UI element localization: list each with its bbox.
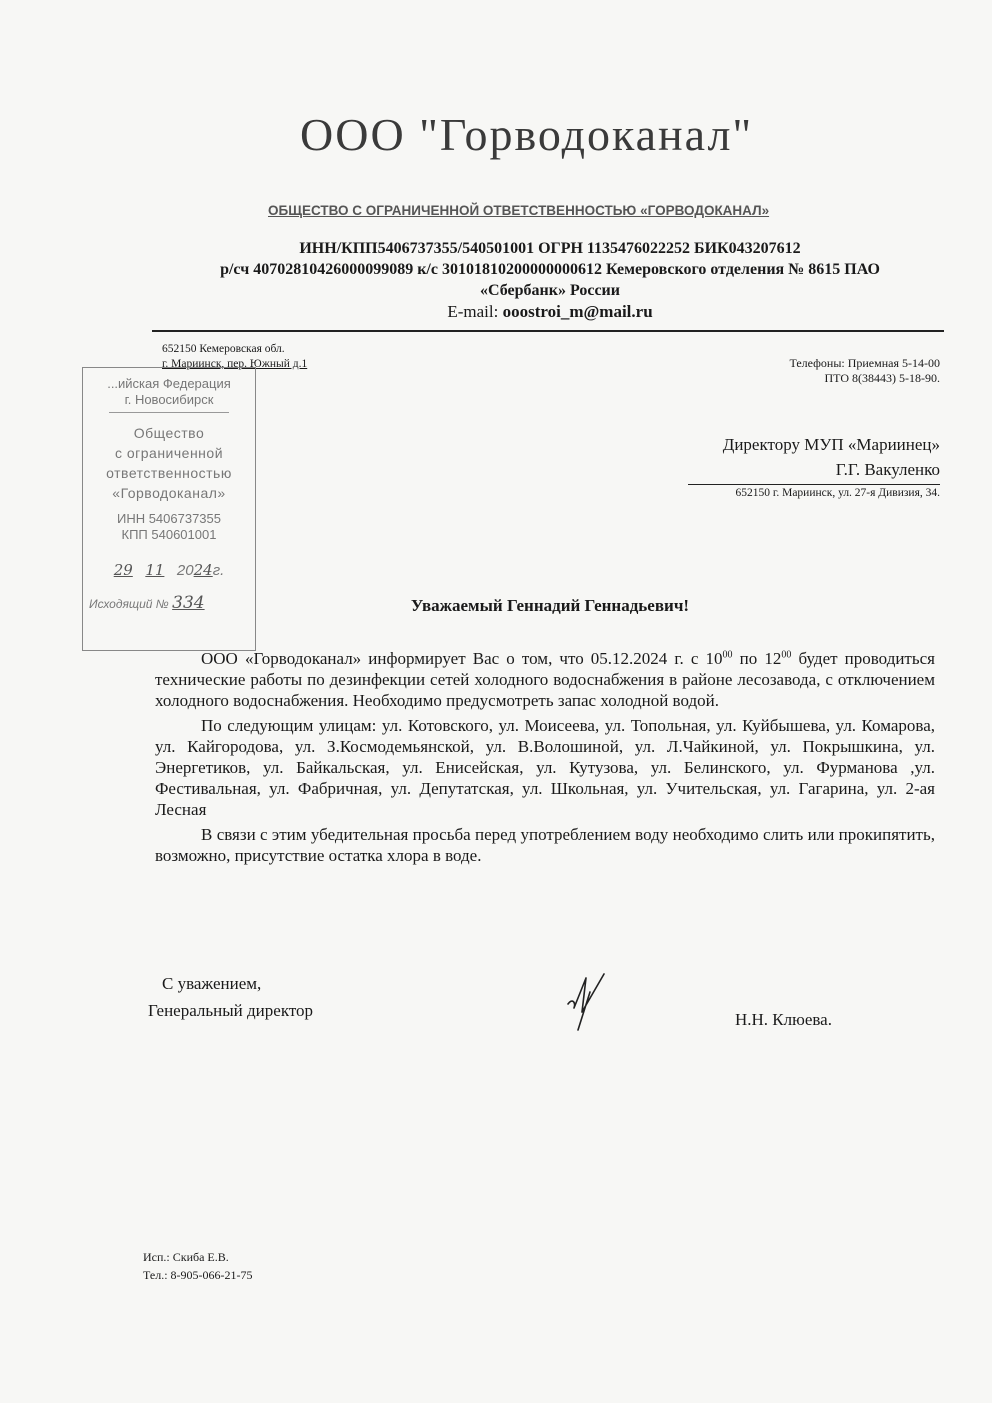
- stamp-date-day: 29: [113, 561, 133, 579]
- legal-name: ОБЩЕСТВО С ОГРАНИЧЕННОЙ ОТВЕТСТВЕННОСТЬЮ «ГОРВОДОКАНАЛ»: [268, 203, 770, 218]
- phones-line-2: ПТО 8(38443) 5-18-90.: [824, 371, 940, 385]
- account-line: р/сч 40702810426000099089 к/с 30101810200000000612 Кемеровского отделения № 8615 ПАО: [220, 261, 880, 278]
- paragraph-1: [155, 648, 935, 711]
- stamp-line-6: «Горводоканал»: [112, 485, 226, 501]
- phones-line-1: Телефоны: Приемная 5-14-00: [789, 356, 940, 370]
- stamp-line-7: ИНН 5406737355: [116, 511, 222, 526]
- stamp-line-4: с ограниченной: [114, 445, 224, 461]
- p1-sup-1: 00: [722, 649, 733, 661]
- stamp-date-year-prefix: 20: [176, 562, 194, 579]
- email-line: [150, 301, 950, 322]
- p1-sup-2: 00: [781, 649, 792, 661]
- footer: [143, 1248, 343, 1284]
- header-divider: [152, 330, 944, 332]
- stamp-date-month: 11: [145, 561, 165, 579]
- signature-mark: [560, 972, 610, 1032]
- recipient: [640, 432, 940, 482]
- stamp-line-2: г. Новосибирск: [124, 392, 214, 407]
- recipient-address: 652150 г. Мариинск, ул. 27-я Дивизия, 34.: [688, 484, 940, 499]
- stamp-date-g: г.: [212, 562, 225, 579]
- stamp-date-year-suffix: 24: [193, 561, 213, 579]
- email-label: E-mail:: [447, 302, 499, 321]
- stamp-line-5: ответственностью: [106, 465, 232, 481]
- p1-part-b: по 12: [732, 649, 782, 668]
- paragraph-3: В связи с этим убедительная просьба перед употреблением воду необходимо слить или прокипятить, возможно, присутствие остатка хлора в воде.: [155, 825, 935, 865]
- signer-name: Н.Н. Клюева.: [735, 1010, 832, 1029]
- salutation: Уважаемый Геннадий Геннадьевич!: [410, 596, 690, 615]
- letter-body: [155, 648, 935, 870]
- address-line-1: 652150 Кемеровская обл.: [162, 343, 285, 355]
- address-line-2: г. Мариинск, пер. Южный д.1: [162, 358, 308, 370]
- stamp-line-3: Общество: [133, 425, 205, 441]
- footer-phone: Тел.: 8-905-066-21-75: [143, 1268, 253, 1282]
- closing-regards: С уважением,: [162, 974, 262, 993]
- closing: [148, 970, 398, 1024]
- stamp-date: [83, 561, 255, 579]
- bank-line: «Сбербанк» России: [480, 282, 620, 299]
- stamp-divider: [109, 412, 229, 413]
- phones: [700, 356, 940, 386]
- stamp-line-8: КПП 540601001: [121, 527, 217, 542]
- email-value: ooostroi_m@mail.ru: [502, 302, 653, 321]
- stamp-outgoing-label: Исходящий №: [89, 597, 169, 611]
- company-title: ООО "Горводоканал": [300, 109, 754, 160]
- stamp-outgoing-number: 334: [172, 593, 205, 613]
- recipient-position: Директору МУП «Мариинец»: [722, 435, 940, 454]
- paragraph-2: По следующим улицам: ул. Котовского, ул. Моисеева, ул. Топольная, ул. Куйбышева, ул. Комарова, ул. Кайгородова, ул. З.Космодемьянской, ул. В.Волошиной, ул. Л.Чайкиной, ул. Покрышкина, ул. Энергетиков, ул. Байкальская, ул. Енисейская, ул. Кутузова, ул. Белинского, ул. Фурманова ,ул. Фестивальная, ул. Фабричная, ул. Депутатская, ул. Школьная, ул. Учительская, ул. Гагарина, ул. 2-ая Лесная: [155, 716, 935, 819]
- recipient-name: Г.Г. Вакуленко: [835, 460, 940, 479]
- footer-executor: Исп.: Скиба Е.В.: [143, 1250, 229, 1264]
- stamp-line-1: ...ийская Федерация: [107, 376, 231, 391]
- company-requisites: [150, 238, 950, 322]
- inn-line: ИНН/КПП5406737355/540501001 ОГРН 1135476022252 БИК043207612: [299, 240, 801, 257]
- closing-position: Генеральный директор: [148, 1001, 314, 1020]
- p1-part-c: будет проводиться технические работы по дезинфекции сетей холодного водоснабжения в районе лесозавода, с отключением холодного водоснабжения. Необходимо предусмотреть запас холодной водой.: [155, 649, 935, 710]
- p1-part-a: ООО «Горводоканал» информирует Вас о том, что 05.12.2024 г. с 10: [201, 649, 723, 668]
